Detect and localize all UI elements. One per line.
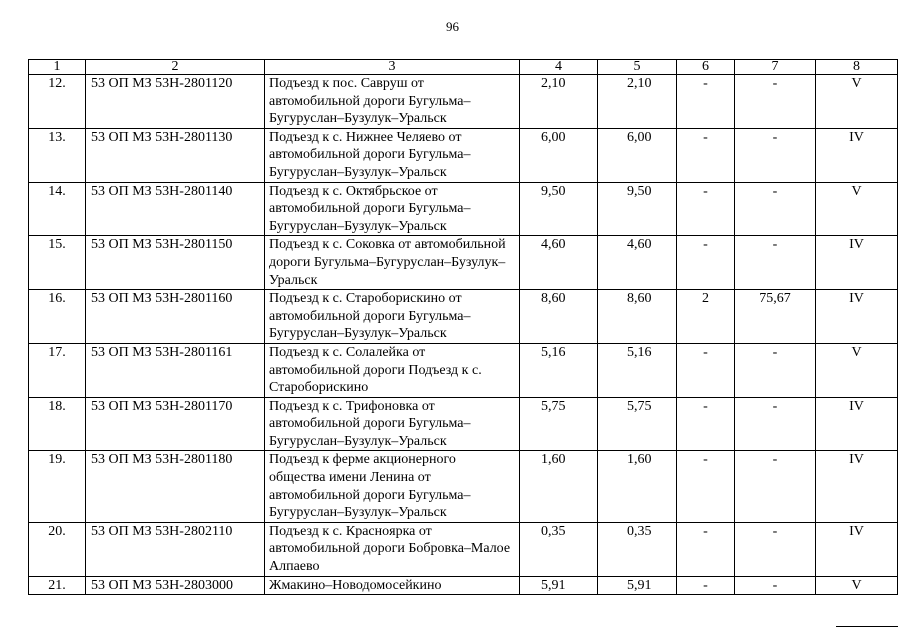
col6-value: - (677, 75, 735, 129)
length-total: 1,60 (520, 451, 598, 522)
row-number: 13. (29, 128, 86, 182)
road-category: V (816, 576, 898, 595)
length-col5: 6,00 (598, 128, 677, 182)
col7-value: - (735, 128, 816, 182)
row-number: 12. (29, 75, 86, 129)
road-name: Подъезд к с. Солалейка от автомобильной дороги Подъезд к с. Староборискино (265, 343, 520, 397)
col6-value: - (677, 128, 735, 182)
road-category: IV (816, 128, 898, 182)
footer-rule (836, 626, 898, 627)
length-total: 2,10 (520, 75, 598, 129)
table-row (29, 522, 898, 576)
col7-value: - (735, 451, 816, 522)
length-total: 6,00 (520, 128, 598, 182)
header-row (29, 60, 898, 75)
road-name: Подъезд к с. Соковка от автомобильной дороги Бугульма–Бугуруслан–Бузулук–Уральск (265, 236, 520, 290)
road-category: V (816, 343, 898, 397)
road-code: 53 ОП МЗ 53Н-2801120 (86, 75, 265, 129)
length-col5: 1,60 (598, 451, 677, 522)
table-row (29, 182, 898, 236)
table-row (29, 128, 898, 182)
col6-value: 2 (677, 290, 735, 344)
length-col5: 5,91 (598, 576, 677, 595)
road-code: 53 ОП МЗ 53Н-2801140 (86, 182, 265, 236)
length-total: 5,16 (520, 343, 598, 397)
header-cell-7: 7 (735, 60, 816, 75)
road-category: V (816, 75, 898, 129)
road-category: V (816, 182, 898, 236)
row-number: 20. (29, 522, 86, 576)
length-col5: 4,60 (598, 236, 677, 290)
col6-value: - (677, 522, 735, 576)
table-row (29, 397, 898, 451)
header-cell-8: 8 (816, 60, 898, 75)
road-code: 53 ОП МЗ 53Н-2801180 (86, 451, 265, 522)
length-total: 4,60 (520, 236, 598, 290)
page-number: 96 (446, 19, 459, 34)
road-name: Подъезд к ферме акционерного общества имени Ленина от автомобильной дороги Бугульма–Бугуруслан–Бузулук–Уральск (265, 451, 520, 522)
length-col5: 8,60 (598, 290, 677, 344)
road-category: IV (816, 451, 898, 522)
col7-value: 75,67 (735, 290, 816, 344)
road-code: 53 ОП МЗ 53Н-2803000 (86, 576, 265, 595)
col7-value: - (735, 576, 816, 595)
road-name: Подъезд к с. Нижнее Челяево от автомобильной дороги Бугульма–Бугуруслан–Бузулук–Уральск (265, 128, 520, 182)
road-code: 53 ОП МЗ 53Н-2801160 (86, 290, 265, 344)
table-row (29, 290, 898, 344)
road-name: Подъезд к пос. Савруш от автомобильной дороги Бугульма–Бугуруслан–Бузулук–Уральск (265, 75, 520, 129)
length-col5: 5,16 (598, 343, 677, 397)
length-total: 0,35 (520, 522, 598, 576)
col6-value: - (677, 343, 735, 397)
col7-value: - (735, 397, 816, 451)
row-number: 21. (29, 576, 86, 595)
length-total: 5,75 (520, 397, 598, 451)
header-cell-5: 5 (598, 60, 677, 75)
length-col5: 0,35 (598, 522, 677, 576)
road-name: Подъезд к с. Краснoярка от автомобильной дороги Бобровка–Малое Алпаево (265, 522, 520, 576)
header-cell-6: 6 (677, 60, 735, 75)
road-code: 53 ОП МЗ 53Н-2801130 (86, 128, 265, 182)
col7-value: - (735, 75, 816, 129)
header-cell-3: 3 (265, 60, 520, 75)
col6-value: - (677, 397, 735, 451)
road-category: IV (816, 397, 898, 451)
road-category: IV (816, 236, 898, 290)
header-cell-1: 1 (29, 60, 86, 75)
length-col5: 2,10 (598, 75, 677, 129)
table-row (29, 343, 898, 397)
table-row (29, 75, 898, 129)
length-total: 9,50 (520, 182, 598, 236)
col7-value: - (735, 343, 816, 397)
road-category: IV (816, 290, 898, 344)
roads-table (28, 59, 898, 595)
col6-value: - (677, 451, 735, 522)
row-number: 15. (29, 236, 86, 290)
road-code: 53 ОП МЗ 53Н-2801150 (86, 236, 265, 290)
road-code: 53 ОП МЗ 53Н-2802110 (86, 522, 265, 576)
road-name: Подъезд к с. Староборискино от автомобильной дороги Бугульма–Бугуруслан–Бузулук–Уральск (265, 290, 520, 344)
road-name: Подъезд к с. Трифоновка от автомобильной дороги Бугульма–Бугуруслан–Бузулук–Уральск (265, 397, 520, 451)
table-row (29, 236, 898, 290)
length-total: 8,60 (520, 290, 598, 344)
table-body (29, 60, 898, 595)
road-category: IV (816, 522, 898, 576)
col7-value: - (735, 236, 816, 290)
col7-value: - (735, 522, 816, 576)
road-code: 53 ОП МЗ 53Н-2801161 (86, 343, 265, 397)
col6-value: - (677, 182, 735, 236)
header-cell-4: 4 (520, 60, 598, 75)
col7-value: - (735, 182, 816, 236)
row-number: 19. (29, 451, 86, 522)
road-code: 53 ОП МЗ 53Н-2801170 (86, 397, 265, 451)
header-cell-2: 2 (86, 60, 265, 75)
row-number: 17. (29, 343, 86, 397)
table-row (29, 451, 898, 522)
road-name: Подъезд к с. Октябрьское от автомобильной дороги Бугульма–Бугуруслан–Бузулук–Уральск (265, 182, 520, 236)
length-col5: 9,50 (598, 182, 677, 236)
col6-value: - (677, 236, 735, 290)
length-col5: 5,75 (598, 397, 677, 451)
row-number: 14. (29, 182, 86, 236)
table-row (29, 576, 898, 595)
length-total: 5,91 (520, 576, 598, 595)
row-number: 16. (29, 290, 86, 344)
road-name: Жмакино–Новодомосейкино (265, 576, 520, 595)
col6-value: - (677, 576, 735, 595)
row-number: 18. (29, 397, 86, 451)
